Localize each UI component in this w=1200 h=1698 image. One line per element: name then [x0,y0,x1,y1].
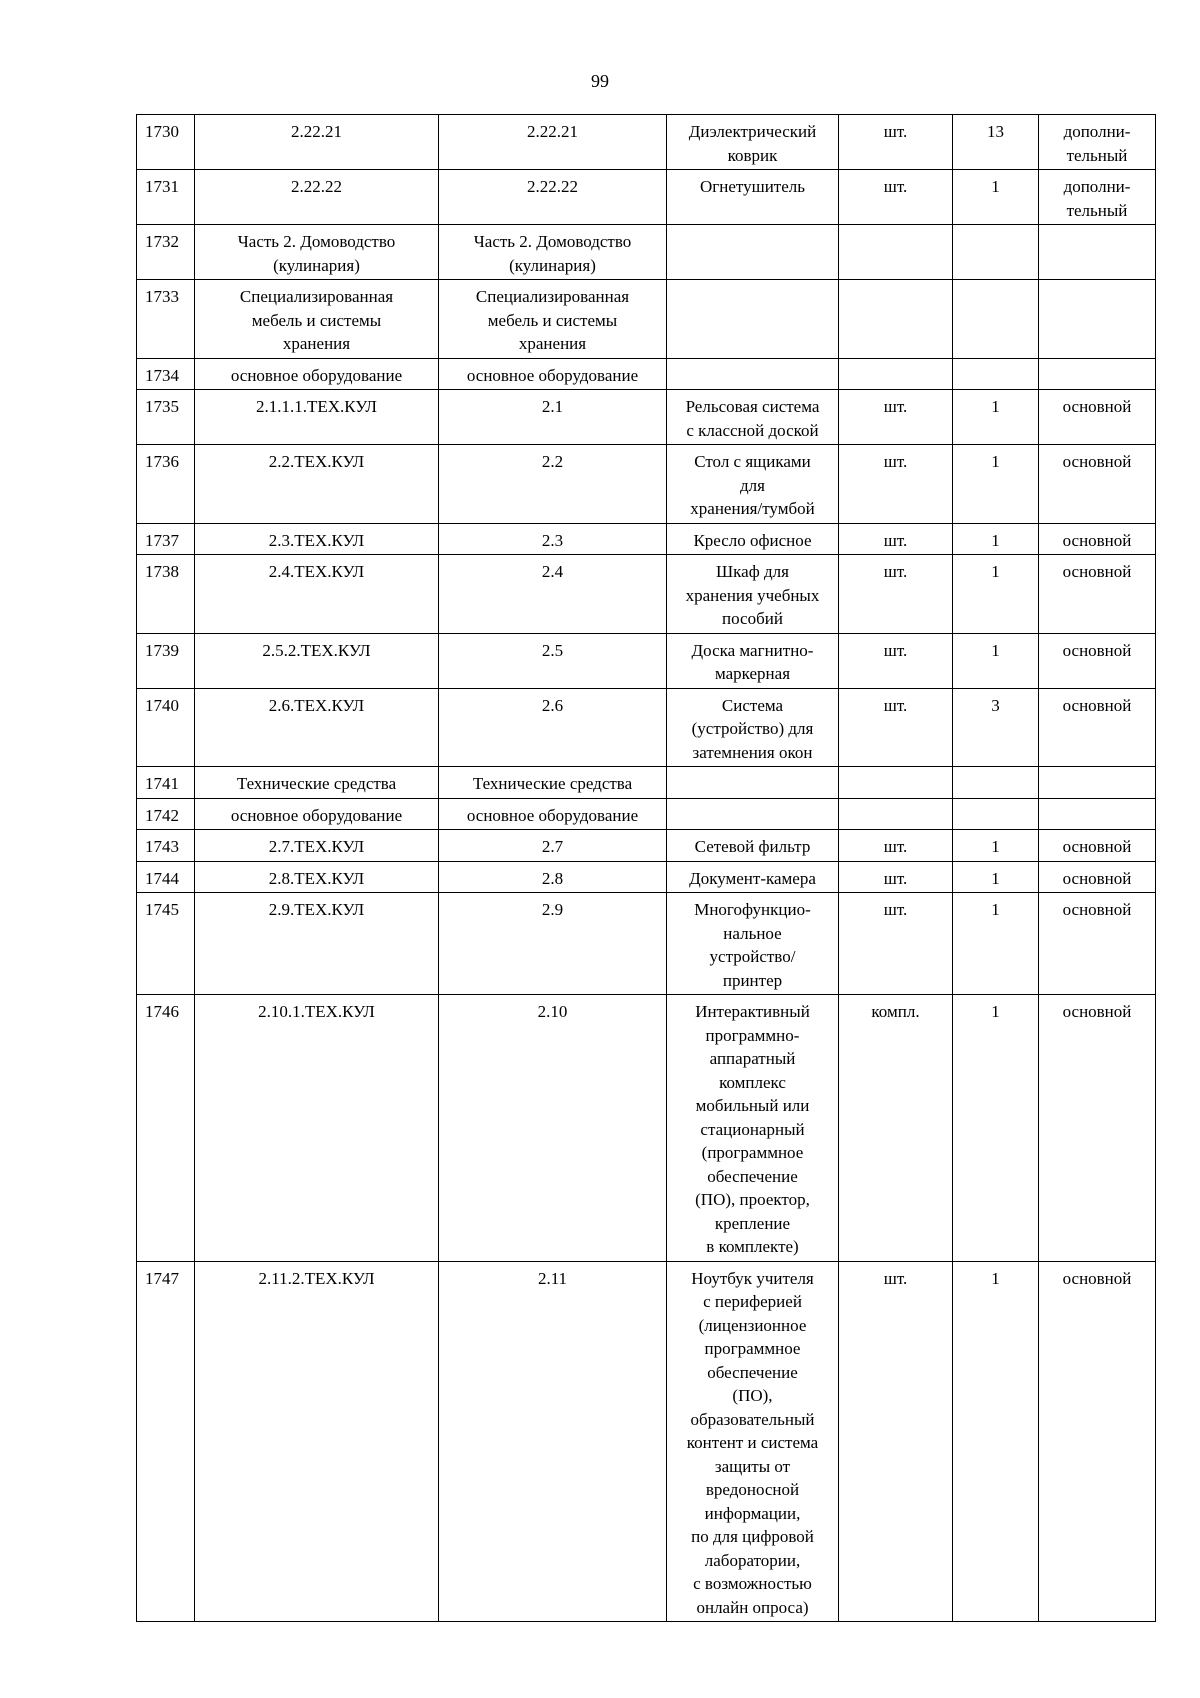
code-cell: 2.11.2.ТЕХ.КУЛ [195,1261,439,1622]
quantity-cell: 1 [953,390,1039,445]
equipment-type-cell: основной [1039,555,1156,634]
item-name-cell: Система (устройство) для затемнения окон [667,688,839,767]
row-number-cell: 1730 [137,115,195,170]
item-name-cell: Диэлектрический коврик [667,115,839,170]
unit-cell [839,798,953,830]
quantity-cell: 1 [953,633,1039,688]
table-row [137,798,1156,830]
quantity-cell: 1 [953,523,1039,555]
code-cell: 2.8.ТЕХ.КУЛ [195,861,439,893]
table-row [137,390,1156,445]
quantity-cell: 1 [953,830,1039,862]
row-number-cell: 1737 [137,523,195,555]
unit-cell: шт. [839,445,953,524]
row-number-cell: 1746 [137,995,195,1262]
quantity-cell: 3 [953,688,1039,767]
unit-cell [839,358,953,390]
code-cell: Технические средства [195,767,439,799]
unit-cell: компл. [839,995,953,1262]
item-name-cell: Шкаф для хранения учебных пособий [667,555,839,634]
table-body [137,115,1156,1622]
row-number-cell: 1739 [137,633,195,688]
equipment-table [136,114,1156,1622]
row-number-cell: 1731 [137,170,195,225]
code-cell: основное оборудование [195,358,439,390]
item-name-cell: Сетевой фильтр [667,830,839,862]
unit-cell: шт. [839,523,953,555]
table-row [137,767,1156,799]
table-row [137,555,1156,634]
unit-cell: шт. [839,893,953,995]
unit-cell: шт. [839,633,953,688]
code-cell: 2.3.ТЕХ.КУЛ [195,523,439,555]
unit-cell: шт. [839,115,953,170]
equipment-type-cell: основной [1039,830,1156,862]
code-short-cell: 2.4 [439,555,667,634]
code-short-cell: 2.10 [439,995,667,1262]
table-row [137,893,1156,995]
quantity-cell [953,767,1039,799]
row-number-cell: 1747 [137,1261,195,1622]
row-number-cell: 1735 [137,390,195,445]
row-number-cell: 1738 [137,555,195,634]
item-name-cell: Интерактивный программно- аппаратный комплекс мобильный или стационарный (программное обеспечение (ПО), проектор, крепление в комплекте) [667,995,839,1262]
row-number-cell: 1733 [137,280,195,359]
code-short-cell: 2.7 [439,830,667,862]
row-number-cell: 1741 [137,767,195,799]
code-cell: Специализированная мебель и системы хранения [195,280,439,359]
row-number-cell: 1742 [137,798,195,830]
quantity-cell: 1 [953,555,1039,634]
equipment-type-cell: основной [1039,893,1156,995]
row-number-cell: 1740 [137,688,195,767]
code-short-cell: 2.5 [439,633,667,688]
unit-cell: шт. [839,1261,953,1622]
item-name-cell: Доска магнитно- маркерная [667,633,839,688]
code-short-cell: 2.9 [439,893,667,995]
code-cell: 2.10.1.ТЕХ.КУЛ [195,995,439,1262]
code-cell: 2.1.1.1.ТЕХ.КУЛ [195,390,439,445]
quantity-cell: 1 [953,893,1039,995]
item-name-cell [667,798,839,830]
unit-cell [839,767,953,799]
quantity-cell: 1 [953,170,1039,225]
quantity-cell: 1 [953,861,1039,893]
quantity-cell: 13 [953,115,1039,170]
equipment-type-cell [1039,280,1156,359]
equipment-type-cell: основной [1039,861,1156,893]
code-cell: 2.7.ТЕХ.КУЛ [195,830,439,862]
item-name-cell [667,358,839,390]
equipment-type-cell [1039,358,1156,390]
item-name-cell: Кресло офисное [667,523,839,555]
quantity-cell: 1 [953,445,1039,524]
row-number-cell: 1743 [137,830,195,862]
table-row [137,170,1156,225]
code-cell: основное оборудование [195,798,439,830]
code-short-cell: 2.8 [439,861,667,893]
unit-cell [839,225,953,280]
code-cell: 2.6.ТЕХ.КУЛ [195,688,439,767]
equipment-type-cell: дополни- тельный [1039,115,1156,170]
table-row [137,115,1156,170]
equipment-type-cell: основной [1039,688,1156,767]
unit-cell [839,280,953,359]
quantity-cell [953,280,1039,359]
equipment-type-cell [1039,225,1156,280]
table-row [137,688,1156,767]
unit-cell: шт. [839,688,953,767]
code-short-cell: 2.22.22 [439,170,667,225]
code-cell: 2.4.ТЕХ.КУЛ [195,555,439,634]
unit-cell: шт. [839,861,953,893]
equipment-type-cell [1039,767,1156,799]
item-name-cell: Ноутбук учителя с периферией (лицензионное программное обеспечение (ПО), образовательный контент и система защиты от вредоносной информации, по для цифровой лаборатории, с возможностью онлайн опроса) [667,1261,839,1622]
code-cell: 2.2.ТЕХ.КУЛ [195,445,439,524]
unit-cell: шт. [839,390,953,445]
table-row [137,280,1156,359]
quantity-cell [953,798,1039,830]
equipment-type-cell: основной [1039,1261,1156,1622]
table-row [137,861,1156,893]
item-name-cell: Многофункцио- нальное устройство/ принтер [667,893,839,995]
item-name-cell: Документ-камера [667,861,839,893]
table-row [137,995,1156,1262]
quantity-cell: 1 [953,995,1039,1262]
code-short-cell: 2.3 [439,523,667,555]
unit-cell: шт. [839,555,953,634]
table-row [137,633,1156,688]
code-cell: 2.22.22 [195,170,439,225]
code-short-cell: 2.6 [439,688,667,767]
table-row [137,358,1156,390]
code-short-cell: 2.2 [439,445,667,524]
item-name-cell [667,280,839,359]
unit-cell: шт. [839,830,953,862]
item-name-cell: Стол с ящиками для хранения/тумбой [667,445,839,524]
table-row [137,1261,1156,1622]
row-number-cell: 1736 [137,445,195,524]
item-name-cell: Огнетушитель [667,170,839,225]
equipment-type-cell: основной [1039,390,1156,445]
code-cell: 2.5.2.ТЕХ.КУЛ [195,633,439,688]
item-name-cell [667,225,839,280]
table-row [137,225,1156,280]
code-short-cell: Технические средства [439,767,667,799]
row-number-cell: 1745 [137,893,195,995]
code-cell: Часть 2. Домоводство (кулинария) [195,225,439,280]
table-row [137,830,1156,862]
page-number: 99 [591,71,609,91]
code-short-cell: 2.22.21 [439,115,667,170]
code-short-cell: основное оборудование [439,358,667,390]
code-cell: 2.9.ТЕХ.КУЛ [195,893,439,995]
table-row [137,445,1156,524]
row-number-cell: 1732 [137,225,195,280]
quantity-cell [953,225,1039,280]
quantity-cell: 1 [953,1261,1039,1622]
code-short-cell: основное оборудование [439,798,667,830]
code-short-cell: 2.1 [439,390,667,445]
item-name-cell [667,767,839,799]
equipment-type-cell: основной [1039,633,1156,688]
code-cell: 2.22.21 [195,115,439,170]
equipment-type-cell: дополни- тельный [1039,170,1156,225]
equipment-type-cell: основной [1039,445,1156,524]
equipment-type-cell [1039,798,1156,830]
code-short-cell: Специализированная мебель и системы хранения [439,280,667,359]
unit-cell: шт. [839,170,953,225]
quantity-cell [953,358,1039,390]
item-name-cell: Рельсовая система с классной доской [667,390,839,445]
code-short-cell: Часть 2. Домоводство (кулинария) [439,225,667,280]
equipment-type-cell: основной [1039,523,1156,555]
row-number-cell: 1734 [137,358,195,390]
equipment-type-cell: основной [1039,995,1156,1262]
table-row [137,523,1156,555]
code-short-cell: 2.11 [439,1261,667,1622]
row-number-cell: 1744 [137,861,195,893]
